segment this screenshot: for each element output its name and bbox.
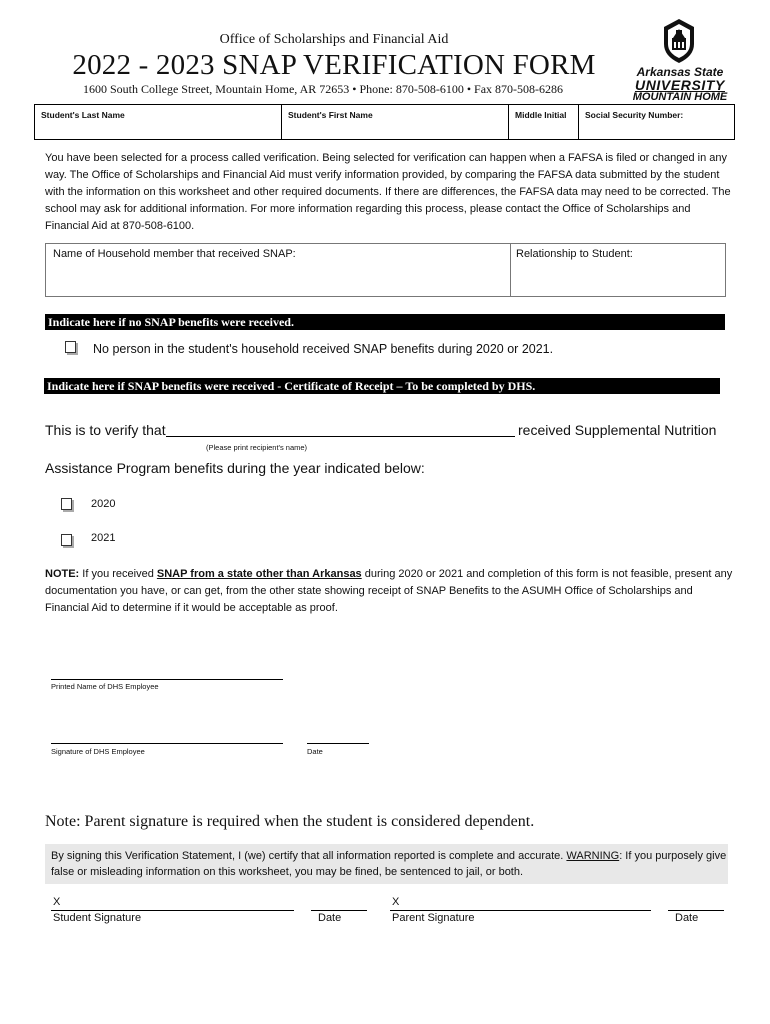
year-2021-label: 2021 [91,532,116,544]
student-date-label: Date [318,912,342,924]
certification-statement [45,844,728,884]
crest-icon [661,18,697,64]
note-text-2: during 2020 or 2021 and completion of this form is not feasible, present any documentation you have, or can get, from the other state showing receipt of SNAP Benefits to the ASUMH Office of Scholarships and Financial Aid to determine if it would be acceptable as proof. [45,568,733,614]
logo-line-1: Arkansas State [636,65,724,79]
ssn-field[interactable] [578,105,734,139]
no-snap-checkbox[interactable] [65,341,76,353]
cert-text-1: By signing this Verification Statement, I (we) certify that all information reported is complete and accurate. [51,850,567,862]
student-date-line[interactable] [311,910,367,911]
dhs-date-line[interactable] [307,743,369,744]
parent-signature-label: Parent Signature [392,912,475,924]
note-text-1: If you received [79,568,157,580]
university-logo [630,18,730,104]
household-box [45,243,726,297]
cert-text-2: : If you purposely give false or misleading information on this worksheet, you may be fined, be sentenced to jail, or both. [51,850,727,878]
first-name-label: Student's First Name [288,110,373,120]
household-name-field[interactable] [46,244,511,296]
dhs-printed-name-line[interactable] [51,679,283,680]
dhs-signature-line[interactable] [51,743,283,744]
print-name-hint: (Please print recipient's name) [206,443,308,452]
office-address: 1600 South College Street, Mountain Home, AR 72653 • Phone: 870-508-6100 • Fax 870-508-6286 [82,82,564,96]
intro-paragraph: You have been selected for a process called verification. Being selected for verification can happen when a FAFSA is filed or changed in any way. The Office of Scholarships and Financial Aid must verify information provided, by comparing the FAFSA data submitted by the student with the information on this worksheet and other required documents. If there are differences, the FAFSA data may need to be corrected. The school may ask for additional information. For more information regarding this process, please contact the Office of Scholarships and Financial Aid at 870-508-6100. [45,152,731,232]
first-name-field[interactable] [281,105,508,139]
parent-x-mark: X [392,896,400,908]
note-label: NOTE: [45,568,80,580]
ssn-label: Social Security Number: [585,110,684,120]
student-signature-label: Student Signature [53,912,142,924]
last-name-label: Student's Last Name [41,110,125,120]
form-title: 2022 - 2023 SNAP VERIFICATION FORM [72,49,596,81]
relationship-field[interactable] [511,244,725,296]
year-2021-checkbox[interactable] [61,534,72,546]
student-x-mark: X [53,896,61,908]
parent-signature-line[interactable] [390,910,651,911]
snap-received-header: Indicate here if SNAP benefits were received - Certificate of Receipt – To be completed by DHS. [44,378,720,394]
verify-prefix: This is to verify that [45,422,166,438]
logo-line-2: UNIVERSITY [634,77,725,93]
logo-line-3: MOUNTAIN HOME [632,91,728,103]
dhs-printed-name-label: Printed Name of DHS Employee [51,682,159,691]
year-2020-label: 2020 [91,498,116,510]
cert-warning: WARNING [566,850,620,862]
parent-signature-note: Note: Parent signature is required when the student is considered dependent. [45,813,535,830]
middle-initial-label: Middle Initial [515,110,567,120]
note-emphasis: SNAP from a state other than Arkansas [156,568,362,580]
household-name-label: Name of Household member that received SNAP: [53,248,296,260]
parent-date-line[interactable] [668,910,724,911]
no-snap-option-label: No person in the student's household received SNAP benefits during 2020 or 2021. [93,342,554,356]
year-2020-checkbox[interactable] [61,498,72,510]
office-name: Office of Scholarships and Financial Aid [219,32,449,47]
parent-date-label: Date [675,912,699,924]
verify-suffix: received Supplemental Nutrition [518,422,717,438]
student-info-table [34,104,735,140]
recipient-name-line[interactable] [166,436,515,437]
middle-initial-field[interactable] [508,105,578,139]
dhs-date-label: Date [307,747,323,756]
assistance-text: Assistance Program benefits during the year indicated below: [45,460,425,476]
dhs-signature-label: Signature of DHS Employee [51,747,145,756]
student-signature-line[interactable] [51,910,294,911]
out-of-state-note [45,566,735,617]
no-snap-header: Indicate here if no SNAP benefits were received. [45,314,725,330]
last-name-field[interactable] [35,105,281,139]
relationship-label: Relationship to Student: [516,248,633,260]
